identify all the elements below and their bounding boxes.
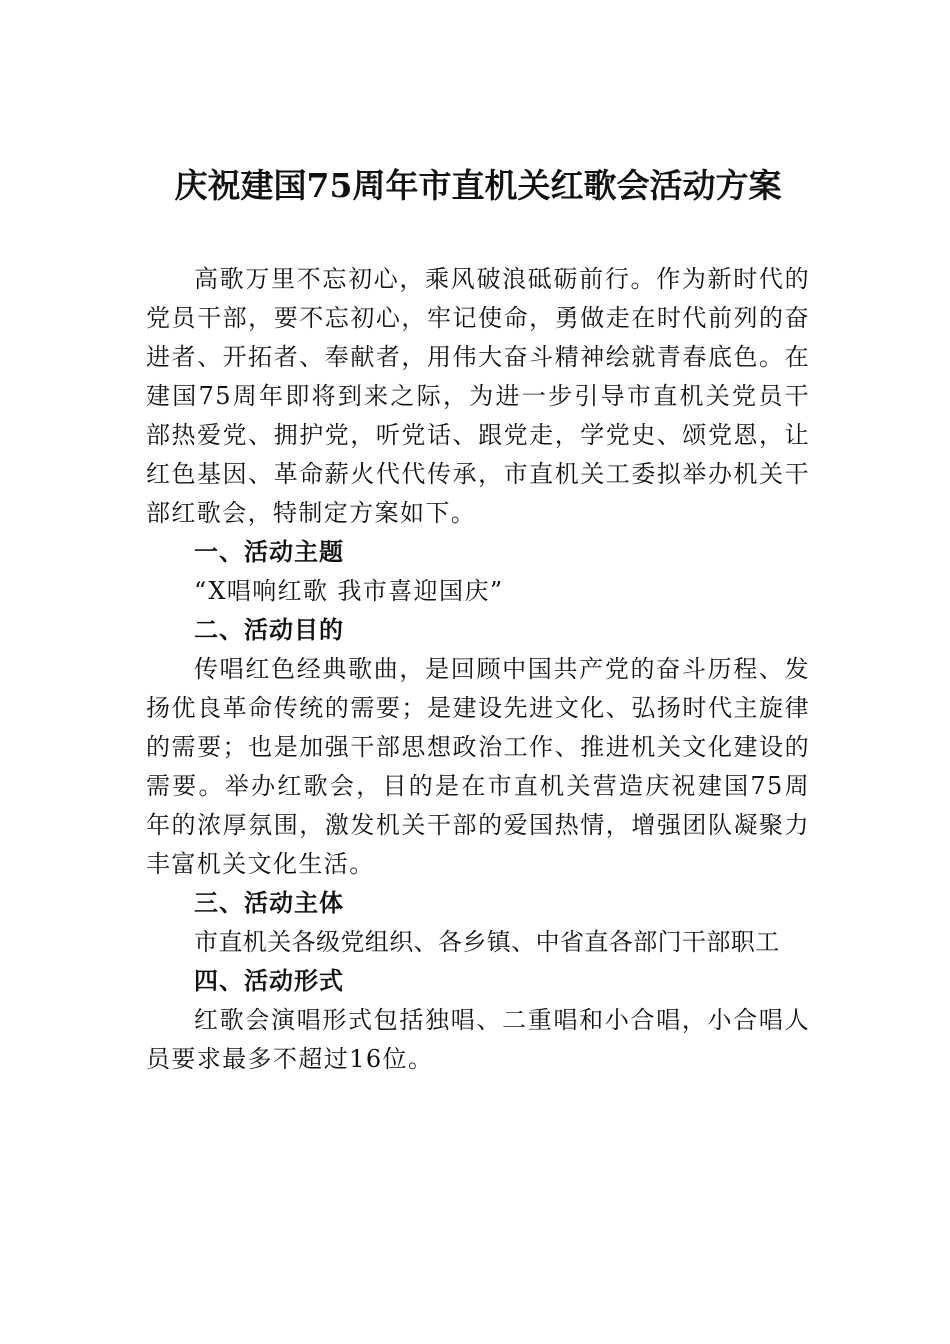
section-heading-format: 四、活动形式 [194,967,344,995]
section-text-theme: “X唱响红歌 我市喜迎国庆” [194,577,504,605]
section-heading-purpose: 二、活动目的 [194,616,344,644]
section-heading-theme: 一、活动主题 [194,538,344,566]
section-text-participants: 市直机关各级党组织、各乡镇、中省直各部门干部职工 [194,928,780,956]
document-title: 庆祝建国75周年市直机关红歌会活动方案 [174,166,782,205]
intro-paragraph: 高歌万里不忘初心，乘风破浪砥砺前行。作为新时代的党员干部，要不忘初心，牢记使命，勇做走在时代前列的奋进者、开拓者、奉献者，用伟大奋斗精神绘就青春底色。在建国75周年即将到来之际，为进一步引导市直机关党员干部热爱党、拥护党，听党话、跟党走，学党史、颂党恩，让红色基因、革命薪火代代传承，市直机关工委拟举办机关干部红歌会，特制定方案如下。 [146,265,810,527]
section-text-purpose: 传唱红色经典歌曲，是回顾中国共产党的奋斗历程、发扬优良革命传统的需要；是建设先进文化、弘扬时代主旋律的需要；也是加强干部思想政治工作、推进机关文化建设的需要。举办红歌会，目的是在市直机关营造庆祝建国75周年的浓厚氛围，激发机关干部的爱国热情，增强团队凝聚力丰富机关文化生活。 [146,655,810,878]
document-body [146,260,810,1079]
section-text-format: 红歌会演唱形式包括独唱、二重唱和小合唱，小合唱人员要求最多不超过16位。 [146,1006,810,1073]
section-heading-participants: 三、活动主体 [194,889,344,917]
